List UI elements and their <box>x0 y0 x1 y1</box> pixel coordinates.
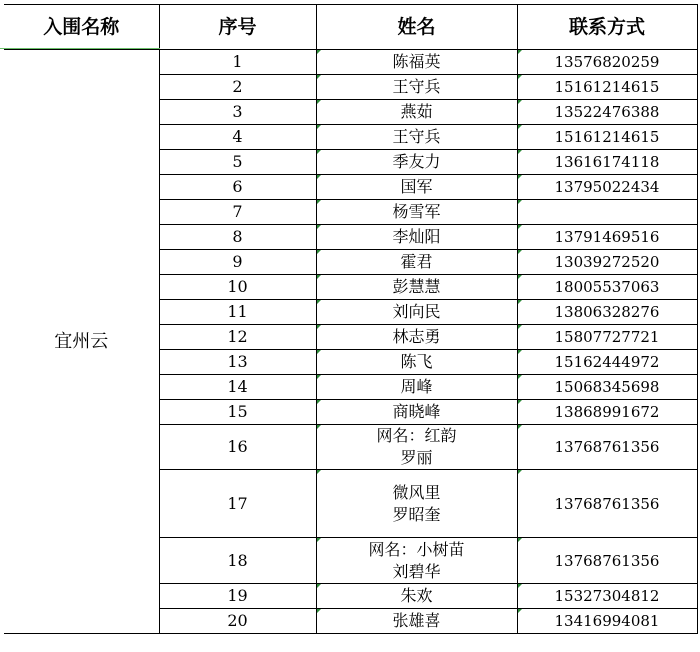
name-text: 朱欢 <box>400 586 433 605</box>
group-cell[interactable]: 宜州云 <box>4 50 159 634</box>
error-indicator-icon <box>317 425 321 429</box>
name-text: 霍君 <box>400 252 433 271</box>
contact-text: 15161214615 <box>554 128 660 146</box>
index-cell[interactable]: 13 <box>159 350 316 375</box>
contact-text: 15162444972 <box>554 353 660 371</box>
error-indicator-icon <box>518 150 522 154</box>
name-text: 季友力 <box>392 152 441 171</box>
index-cell[interactable]: 4 <box>159 125 316 150</box>
error-indicator-icon <box>518 100 522 104</box>
selection-underline <box>0 48 160 49</box>
contact-cell[interactable] <box>517 325 697 350</box>
index-cell[interactable]: 7 <box>159 200 316 225</box>
contact-text: 13791469516 <box>554 228 660 246</box>
error-indicator-icon <box>317 350 321 354</box>
name-cell[interactable] <box>316 425 517 470</box>
error-indicator-icon <box>518 584 522 588</box>
index-cell[interactable]: 12 <box>159 325 316 350</box>
contact-cell[interactable] <box>517 225 697 250</box>
error-indicator-icon <box>518 250 522 254</box>
error-indicator-icon <box>518 538 522 542</box>
index-cell[interactable]: 1 <box>159 50 316 75</box>
contact-text: 15327304812 <box>554 587 660 605</box>
error-indicator-icon <box>317 50 321 54</box>
name-text: 微风里 罗昭奎 <box>392 482 441 524</box>
error-indicator-icon <box>317 125 321 129</box>
name-text: 燕茹 <box>400 102 433 121</box>
name-text: 杨雪军 <box>392 202 441 221</box>
name-text: 李灿阳 <box>392 227 441 246</box>
error-indicator-icon <box>518 350 522 354</box>
contact-text: 15161214615 <box>554 78 660 96</box>
index-cell[interactable]: 11 <box>159 300 316 325</box>
index-cell[interactable]: 5 <box>159 150 316 175</box>
name-cell[interactable] <box>316 250 517 275</box>
contact-cell[interactable] <box>517 100 697 125</box>
error-indicator-icon <box>518 125 522 129</box>
name-cell[interactable] <box>316 175 517 200</box>
contact-text: 13576820259 <box>554 53 660 71</box>
table-body <box>4 50 697 634</box>
error-indicator-icon <box>317 200 321 204</box>
name-cell[interactable] <box>316 225 517 250</box>
name-text: 王守兵 <box>392 77 441 96</box>
contact-text: 13416994081 <box>554 612 660 630</box>
index-cell[interactable]: 2 <box>159 75 316 100</box>
contact-cell[interactable] <box>517 400 697 425</box>
header-name[interactable]: 姓名 <box>316 5 517 50</box>
contact-text: 13522476388 <box>554 103 660 121</box>
error-indicator-icon <box>317 584 321 588</box>
table-row <box>4 50 697 75</box>
error-indicator-icon <box>317 100 321 104</box>
name-cell[interactable] <box>316 100 517 125</box>
contact-cell[interactable] <box>517 538 697 584</box>
name-text: 周峰 <box>400 377 433 396</box>
error-indicator-icon <box>317 325 321 329</box>
error-indicator-icon <box>518 75 522 79</box>
index-cell[interactable]: 9 <box>159 250 316 275</box>
index-cell[interactable]: 8 <box>159 225 316 250</box>
error-indicator-icon <box>518 375 522 379</box>
contact-text: 13768761356 <box>554 494 660 513</box>
contact-table <box>4 4 698 634</box>
name-text: 国军 <box>400 177 433 196</box>
error-indicator-icon <box>317 225 321 229</box>
error-indicator-icon <box>518 175 522 179</box>
contact-cell[interactable] <box>517 125 697 150</box>
contact-cell[interactable] <box>517 350 697 375</box>
name-text: 网名：小树苗 刘碧华 <box>368 539 465 581</box>
contact-cell[interactable] <box>517 75 697 100</box>
contact-text: 13868991672 <box>554 403 660 421</box>
error-indicator-icon <box>518 400 522 404</box>
error-indicator-icon <box>317 609 321 613</box>
contact-cell[interactable] <box>517 375 697 400</box>
contact-text: 13616174118 <box>554 153 660 171</box>
contact-text: 13039272520 <box>554 253 660 271</box>
contact-text: 13806328276 <box>554 303 660 321</box>
index-cell[interactable]: 3 <box>159 100 316 125</box>
contact-text: 15807727721 <box>554 328 660 346</box>
contact-cell[interactable] <box>517 275 697 300</box>
index-cell[interactable]: 17 <box>159 470 316 538</box>
header-row <box>4 5 697 50</box>
name-text: 商晓峰 <box>392 402 441 421</box>
header-group[interactable]: 入围名称 <box>4 5 159 50</box>
contact-cell[interactable] <box>517 200 697 225</box>
error-indicator-icon <box>317 470 321 474</box>
name-cell[interactable] <box>316 375 517 400</box>
contact-cell[interactable] <box>517 609 697 634</box>
error-indicator-icon <box>518 50 522 54</box>
error-indicator-icon <box>518 425 522 429</box>
header-index[interactable]: 序号 <box>159 5 316 50</box>
name-cell[interactable] <box>316 325 517 350</box>
contact-text: 13795022434 <box>554 178 660 196</box>
error-indicator-icon <box>518 225 522 229</box>
error-indicator-icon <box>317 75 321 79</box>
name-text: 王守兵 <box>392 127 441 146</box>
name-text: 林志勇 <box>392 327 441 346</box>
contact-text: 15068345698 <box>554 378 660 396</box>
index-cell[interactable]: 14 <box>159 375 316 400</box>
contact-text: 13768761356 <box>554 438 660 456</box>
name-cell[interactable] <box>316 538 517 584</box>
error-indicator-icon <box>317 275 321 279</box>
error-indicator-icon <box>317 150 321 154</box>
name-text: 彭慧慧 <box>392 277 441 296</box>
error-indicator-icon <box>518 300 522 304</box>
index-cell[interactable]: 15 <box>159 400 316 425</box>
name-cell[interactable] <box>316 470 517 538</box>
name-cell[interactable] <box>316 50 517 75</box>
index-cell[interactable]: 6 <box>159 175 316 200</box>
contact-cell[interactable] <box>517 425 697 470</box>
index-cell[interactable]: 16 <box>159 425 316 470</box>
name-text: 陈飞 <box>400 352 433 371</box>
index-cell[interactable]: 10 <box>159 275 316 300</box>
error-indicator-icon <box>518 470 522 474</box>
contact-cell[interactable] <box>517 175 697 200</box>
name-cell[interactable] <box>316 350 517 375</box>
name-cell[interactable] <box>316 609 517 634</box>
error-indicator-icon <box>518 609 522 613</box>
contact-cell[interactable] <box>517 470 697 538</box>
name-cell[interactable] <box>316 300 517 325</box>
contact-text: 18005537063 <box>554 278 660 296</box>
name-text: 刘向民 <box>392 302 441 321</box>
contact-text: 13768761356 <box>554 551 660 570</box>
contact-cell[interactable] <box>517 250 697 275</box>
contact-cell[interactable] <box>517 150 697 175</box>
name-text: 张雄喜 <box>392 611 441 630</box>
contact-cell[interactable] <box>517 50 697 75</box>
error-indicator-icon <box>317 375 321 379</box>
name-cell[interactable] <box>316 275 517 300</box>
error-indicator-icon <box>317 250 321 254</box>
header-contact[interactable]: 联系方式 <box>517 5 697 50</box>
error-indicator-icon <box>518 275 522 279</box>
error-indicator-icon <box>317 300 321 304</box>
index-cell[interactable]: 20 <box>159 609 316 634</box>
index-cell[interactable]: 19 <box>159 584 316 609</box>
name-cell[interactable] <box>316 125 517 150</box>
error-indicator-icon <box>518 325 522 329</box>
name-cell[interactable] <box>316 200 517 225</box>
error-indicator-icon <box>317 538 321 542</box>
name-cell[interactable] <box>316 584 517 609</box>
name-cell[interactable] <box>316 75 517 100</box>
error-indicator-icon <box>518 200 522 204</box>
name-cell[interactable] <box>316 150 517 175</box>
name-text: 陈福英 <box>392 52 441 71</box>
contact-cell[interactable] <box>517 300 697 325</box>
name-cell[interactable] <box>316 400 517 425</box>
index-cell[interactable]: 18 <box>159 538 316 584</box>
contact-cell[interactable] <box>517 584 697 609</box>
error-indicator-icon <box>317 175 321 179</box>
error-indicator-icon <box>317 400 321 404</box>
name-text: 网名：红韵 罗丽 <box>376 426 457 467</box>
